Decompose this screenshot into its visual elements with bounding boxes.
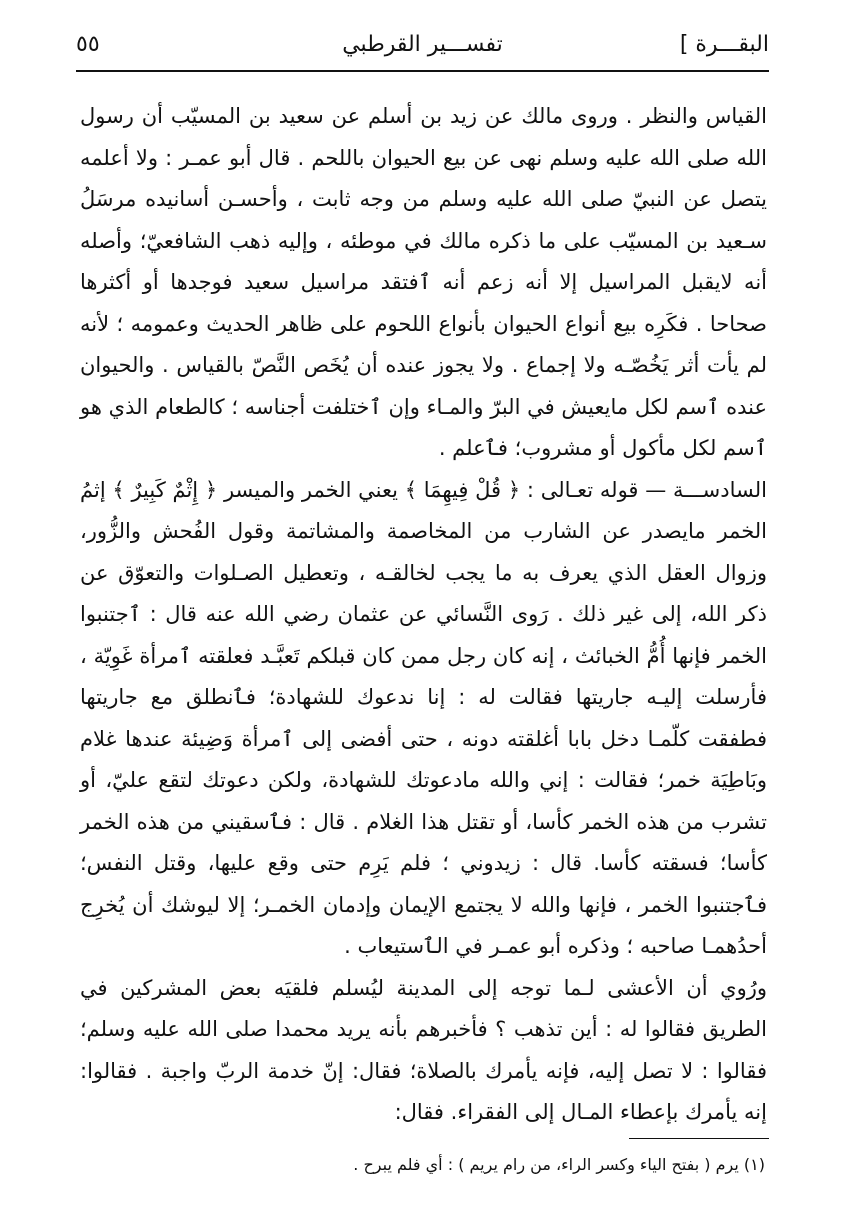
header-divider [76, 70, 769, 72]
main-text [80, 96, 767, 1134]
page-number: ٥٥ [76, 32, 100, 57]
paragraph: القياس والنظر . وروى مالك عن زيد بن أسلم عن سعيد بن المسيّب أن رسول الله صلى الله عليه وسلم نهى عن بيع الحيوان باللحم . قال أبو عمـر : ولا أعلمه يتصل عن النبيّ صلى الله عليه وسلم من وجه ثابت ، وأحسـن أسانيده مرسَلُ سـعيد بن المسيّب على ما ذكره مالك في موطئه ، وإليه ذهب الشافعيّ؛ وأصله أنه لايقبل المراسيل إلا أنه زعم أنه ٱفتقد مراسيل سعيد فوجدها أو أكثرها صحاحا . فكَرِه بيع أنواع الحيوان بأنواع اللحوم على ظاهر الحديث وعمومه ؛ لأنه لم يأت أثر يَخُصّـه ولا إجماع . ولا يجوز عنده أن يُخَص النَّصّ بالقياس . والحيوان عنده ٱسم لكل مايعيش في البرّ والمـاء وإن ٱختلفت أجناسه ؛ كالطعام الذي هو ٱسم لكل مأكول أو مشروب؛ فٱعلم . [80, 104, 767, 460]
surah-label: البقـــرة ] [679, 32, 769, 57]
page-header [76, 28, 769, 72]
book-title: تفســـير القرطبي [342, 32, 503, 57]
footnote: (١) يرم ( بفتح الياء وكسر الراء، من رام يريم ) : أي فلم يبرح . [353, 1155, 765, 1174]
paragraph: ورُوي أن الأعشى لـما توجه إلى المدينة ليُسلم فلقيَه بعض المشركين في الطريق فقالوا له : أين تذهب ؟ فأخبرهم بأنه يريد محمدا صلى الله عليه وسلم؛ فقالوا : لا تصل إليه، فإنه يأمرك بالصلاة؛ فقال: إنّ خدمة الربّ واجبة . فقالوا: إنه يأمرك بإعطاء المـال إلى الفقراء. فقال: [80, 975, 767, 1124]
footnote-divider [629, 1138, 769, 1139]
paragraph: السادســـة — قوله تعـالى : ﴿ قُلْ فِيهِمَا ﴾ يعني الخمر والميسر ﴿ إِثْمٌ كَبِيرٌ ﴾ إثمُ الخمر مايصدر عن الشارب من المخاصمة والمشاتمة وقول الفُحش والزُّور، وزوال العقل الذي يعرف به ما يجب لخالقـه ، وتعطيل الصـلوات والتعوّق عن ذكر الله، إلى غير ذلك . رَوى النَّسائي عن عثمان رضي الله عنه قال : ٱجتنبوا الخمر فإنها أُمُّ الخبائث ، إنه كان رجل ممن كان قبلكم تَعبَّـد فعلقته ٱمرأة غَوِيّة ، فأرسلت إليـه جاريتها فقالت له : إنا ندعوك للشهادة؛ فٱنطلق مع جاريتها فطفقت كلّمـا دخل بابا أغلقته دونه ، حتى أفضى إلى ٱمرأة وَضِيئة عندها غلام وبَاطِيَة خمر؛ فقالت : إني والله مادعوتك للشهادة، ولكن دعوتك لتقع عليّ، أو تشرب من هذه الخمر كأسا، أو تقتل هذا الغلام . قال : فٱسقيني من هذه الخمر كأسا؛ فسقته كأسا. قال : زيدوني ؛ فلم يَرِم حتى وقع عليها، وقتل النفس؛ فٱجتنبوا الخمر ، فإنها والله لا يجتمع الإيمان وإدمان الخمـر؛ إلا ليوشك أن يُخرِج أحدُهمـا صاحبه ؛ وذكره أبو عمـر في الٱستيعاب . [80, 477, 767, 958]
